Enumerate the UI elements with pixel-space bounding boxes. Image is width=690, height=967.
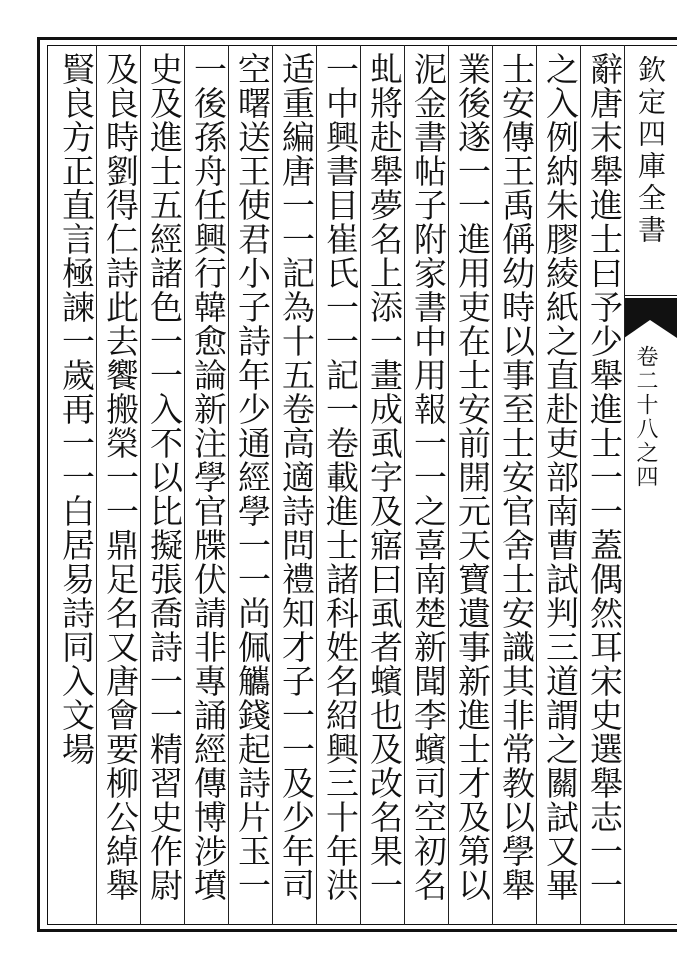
text-column-8: 适重編唐一一記為十五卷高適詩問禮知才子一一及少年司 — [277, 52, 316, 902]
text-column-12: 及良時劉得仁詩此去饗搬榮一一鼎足名又唐會要柳公綽舉 — [101, 52, 140, 902]
volume-label: 卷二十八之四 — [633, 345, 658, 489]
book-title: 欽定四庫全書 — [634, 55, 667, 247]
text-column-1: 辭唐末舉進士曰予少舉進士一一蓋偶然耳宋史選舉志一一 — [585, 52, 624, 902]
text-column-9: 空曙送王使君小子詩年少通經學一一尚佩觿錢起詩片玉一 — [233, 52, 272, 902]
text-column-11: 史及進士五經諸色一一入不以比擬張喬詩一一精習史作尉 — [145, 52, 184, 902]
text-column-6: 虬將赴舉夢名上添一畫成虱字及寤曰虱者蠙也及改名果一 — [365, 52, 404, 902]
fish-tail-mark — [624, 298, 677, 338]
text-column-13 — [54, 52, 98, 918]
text-column-10: 一後孫舟任興行韓愈論新注學官牒伏請非專誦經傳博涉墳 — [189, 52, 228, 902]
text-column-2: 之入例納朱膠綾紙之直赴吏部南曹試判三道謂之關試又畢 — [541, 52, 580, 902]
text-column-7: 一中興書目崔氏一一記一卷載進士諸科姓名紹興三十年洪 — [321, 52, 360, 902]
text-column-3: 士安傳王禹偁幼時以事至士安官舍士安識其非常教以學舉 — [497, 52, 536, 902]
text-column-5: 泥金書帖子附家書中用報一一之喜南楚新聞李蠙司空初名 — [409, 52, 448, 902]
fish-tail-top — [624, 295, 677, 296]
text-column-4: 業後遂一一進用吏在士安前開元天寶遺事新進士才及第以 — [453, 52, 492, 902]
column-13-text: 賢良方正直言極諫一歲再一一白居易詩同入文場 — [57, 52, 96, 766]
